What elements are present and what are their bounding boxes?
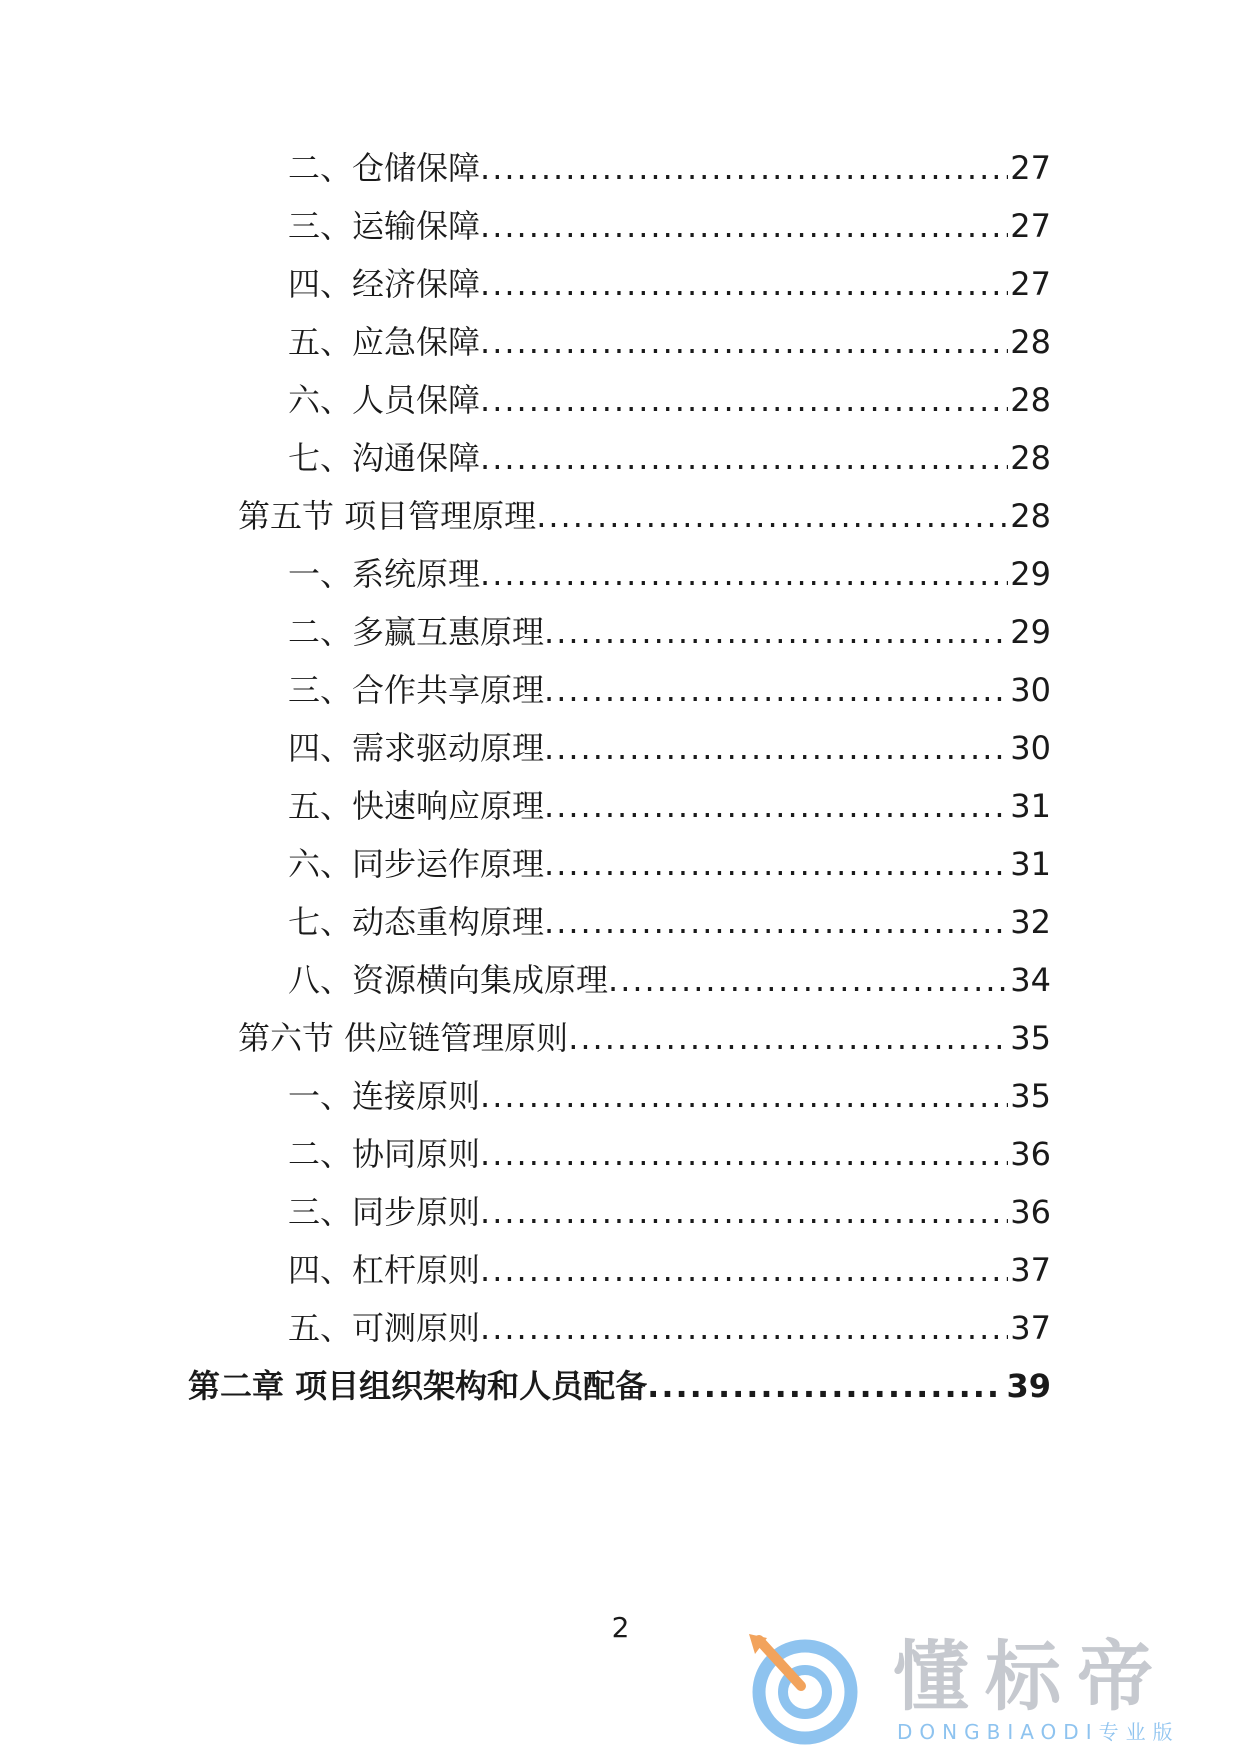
toc-entry-label: 六、人员保障 [288, 381, 481, 419]
toc-entry[interactable] [288, 834, 1051, 894]
toc-dot-leader [544, 718, 1008, 778]
toc-dot-leader [544, 834, 1008, 894]
toc-entry-page: 31 [1010, 787, 1051, 825]
toc-entry-page: 31 [1010, 845, 1051, 883]
toc-entry-label: 五、快速响应原理 [288, 787, 545, 825]
toc-dot-leader [480, 1124, 1008, 1184]
toc-entry[interactable] [288, 892, 1051, 952]
toc-entry-label: 三、合作共享原理 [288, 671, 545, 709]
toc-dot-leader [647, 1356, 1004, 1416]
toc-entry-page: 27 [1010, 149, 1051, 187]
toc-entry-page: 32 [1010, 903, 1051, 941]
toc-entry[interactable] [288, 602, 1051, 662]
toc-entry-page: 36 [1010, 1135, 1051, 1173]
toc-entry[interactable] [288, 138, 1051, 198]
toc-dot-leader [536, 486, 1008, 546]
toc-entry-page: 39 [1006, 1367, 1051, 1405]
toc-entry[interactable] [288, 370, 1051, 430]
toc-entry-label: 二、仓储保障 [288, 149, 481, 187]
toc-dot-leader [544, 892, 1008, 952]
toc-entry-page: 27 [1010, 265, 1051, 303]
toc-entry[interactable] [288, 312, 1051, 372]
toc-entry-label: 一、连接原则 [288, 1077, 481, 1115]
toc-entry[interactable] [288, 718, 1051, 778]
toc-section-entry[interactable] [238, 486, 1051, 546]
toc-entry-page: 30 [1010, 671, 1051, 709]
watermark-subtitle: DONGBIAODI专业版 [897, 1720, 1180, 1744]
toc-dot-leader [480, 312, 1008, 372]
toc-entry-page: 34 [1010, 961, 1051, 999]
toc-entry-label: 七、沟通保障 [288, 439, 481, 477]
toc-dot-leader [608, 950, 1008, 1010]
toc-entry[interactable] [288, 1066, 1051, 1126]
toc-entry-label: 三、同步原则 [288, 1193, 481, 1231]
toc-entry-page: 27 [1010, 207, 1051, 245]
toc-entry-label: 第六节 供应链管理原则 [238, 1019, 569, 1057]
toc-dot-leader [480, 428, 1008, 488]
toc-entry-label: 五、应急保障 [288, 323, 481, 361]
toc-entry-label: 八、资源横向集成原理 [288, 961, 609, 999]
toc-entry[interactable] [288, 1240, 1051, 1300]
toc-dot-leader [480, 138, 1008, 198]
toc-dot-leader [480, 1182, 1008, 1242]
toc-dot-leader [480, 196, 1008, 256]
watermark [745, 1630, 1225, 1748]
toc-entry-page: 29 [1010, 613, 1051, 651]
toc-entry-page: 37 [1010, 1309, 1051, 1347]
toc-entry-label: 第五节 项目管理原理 [238, 497, 537, 535]
toc-section-entry[interactable] [238, 1008, 1051, 1068]
toc-dot-leader [480, 370, 1008, 430]
toc-dot-leader [544, 660, 1008, 720]
toc-entry-page: 28 [1010, 381, 1051, 419]
toc-entry-page: 30 [1010, 729, 1051, 767]
toc-dot-leader [544, 776, 1008, 836]
toc-entry-label: 第二章 项目组织架构和人员配备 [188, 1367, 648, 1405]
toc-entry-page: 28 [1010, 439, 1051, 477]
toc-entry[interactable] [288, 196, 1051, 256]
toc-entry[interactable] [288, 660, 1051, 720]
toc-entry-page: 36 [1010, 1193, 1051, 1231]
toc-entry-page: 28 [1010, 497, 1051, 535]
toc-dot-leader [568, 1008, 1008, 1068]
page-number: 2 [611, 1611, 630, 1644]
toc-entry[interactable] [288, 950, 1051, 1010]
toc-entry[interactable] [288, 1124, 1051, 1184]
toc-chapter-entry[interactable] [188, 1356, 1051, 1416]
toc-entry-page: 35 [1010, 1019, 1051, 1057]
toc-entry-label: 五、可测原则 [288, 1309, 481, 1347]
toc-dot-leader [480, 544, 1008, 604]
toc-entry-label: 二、多赢互惠原理 [288, 613, 545, 651]
toc-entry[interactable] [288, 428, 1051, 488]
toc-dot-leader [480, 1298, 1008, 1358]
toc-entry-label: 四、需求驱动原理 [288, 729, 545, 767]
toc-entry[interactable] [288, 1182, 1051, 1242]
toc-entry[interactable] [288, 776, 1051, 836]
toc-dot-leader [480, 1240, 1008, 1300]
toc-entry-page: 28 [1010, 323, 1051, 361]
watermark-title: 懂标帝 [893, 1632, 1169, 1721]
toc-entry-label: 四、经济保障 [288, 265, 481, 303]
toc-entry-label: 七、动态重构原理 [288, 903, 545, 941]
toc-dot-leader [480, 1066, 1008, 1126]
toc-entry-label: 二、协同原则 [288, 1135, 481, 1173]
toc-entry-page: 37 [1010, 1251, 1051, 1289]
toc-dot-leader [480, 254, 1008, 314]
toc-dot-leader [544, 602, 1008, 662]
toc-entry[interactable] [288, 544, 1051, 604]
toc-entry-label: 三、运输保障 [288, 207, 481, 245]
toc-entry[interactable] [288, 1298, 1051, 1358]
toc-entry-label: 六、同步运作原理 [288, 845, 545, 883]
toc-entry-label: 四、杠杆原则 [288, 1251, 481, 1289]
toc-entry-label: 一、系统原理 [288, 555, 481, 593]
toc-entry-page: 29 [1010, 555, 1051, 593]
toc-entry-page: 35 [1010, 1077, 1051, 1115]
target-arrow-logo-icon [745, 1630, 865, 1748]
toc-entry[interactable] [288, 254, 1051, 314]
